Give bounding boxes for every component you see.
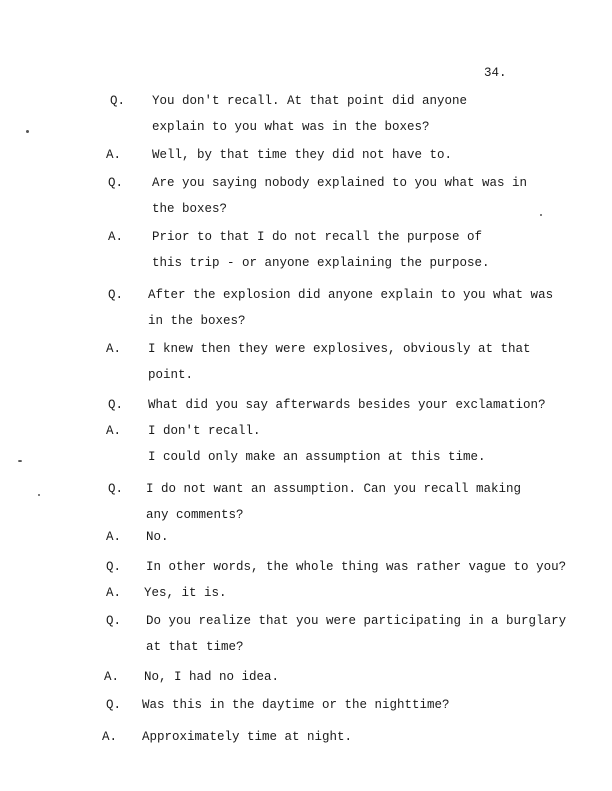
transcript-line: I knew then they were explosives, obviously at that: [148, 342, 531, 356]
transcript-line: I do not want an assumption. Can you recall making: [146, 482, 522, 496]
speaker-label: A.: [106, 342, 122, 356]
speaker-label: Q.: [108, 398, 124, 412]
transcript-line: After the explosion did anyone explain to you what was: [148, 288, 554, 302]
transcript-line: I don't recall.: [148, 424, 261, 438]
transcript-line: Approximately time at night.: [142, 730, 353, 744]
transcript-line: any comments?: [146, 508, 244, 522]
speaker-label: A.: [108, 230, 124, 244]
speaker-label: Q.: [106, 614, 122, 628]
transcript-line: Do you realize that you were participating in a burglary: [146, 614, 567, 628]
transcript-line: Are you saying nobody explained to you what was in: [152, 176, 528, 190]
speaker-label: A.: [106, 148, 122, 162]
speaker-label: Q.: [106, 560, 122, 574]
transcript-line: What did you say afterwards besides your exclamation?: [148, 398, 546, 412]
speaker-label: Q.: [110, 94, 126, 108]
transcript-line: point.: [148, 368, 194, 382]
transcript-line: I could only make an assumption at this time.: [148, 450, 486, 464]
transcript-line: Was this in the daytime or the nighttime?: [142, 698, 450, 712]
scan-speck: [18, 460, 22, 462]
page-number: 34.: [484, 66, 507, 80]
speaker-label: A.: [106, 586, 122, 600]
transcript-line: in the boxes?: [148, 314, 246, 328]
transcript-line: explain to you what was in the boxes?: [152, 120, 430, 134]
speaker-label: Q.: [106, 698, 122, 712]
transcript-line: the boxes?: [152, 202, 228, 216]
transcript-line: In other words, the whole thing was rather vague to you?: [146, 560, 567, 574]
transcript-line: No.: [146, 530, 169, 544]
scan-speck: [26, 130, 29, 133]
transcript-line: No, I had no idea.: [144, 670, 280, 684]
speaker-label: Q.: [108, 482, 124, 496]
transcript-line: Yes, it is.: [144, 586, 227, 600]
speaker-label: A.: [106, 424, 122, 438]
scan-speck: [540, 214, 542, 216]
speaker-label: Q.: [108, 288, 124, 302]
speaker-label: A.: [106, 530, 122, 544]
transcript-line: Prior to that I do not recall the purpose of: [152, 230, 483, 244]
transcript-line: at that time?: [146, 640, 244, 654]
transcript-line: You don't recall. At that point did anyone: [152, 94, 468, 108]
transcript-line: Well, by that time they did not have to.: [152, 148, 453, 162]
speaker-label: Q.: [108, 176, 124, 190]
speaker-label: A.: [104, 670, 120, 684]
speaker-label: A.: [102, 730, 118, 744]
scan-speck: [38, 494, 40, 496]
transcript-line: this trip - or anyone explaining the purpose.: [152, 256, 490, 270]
